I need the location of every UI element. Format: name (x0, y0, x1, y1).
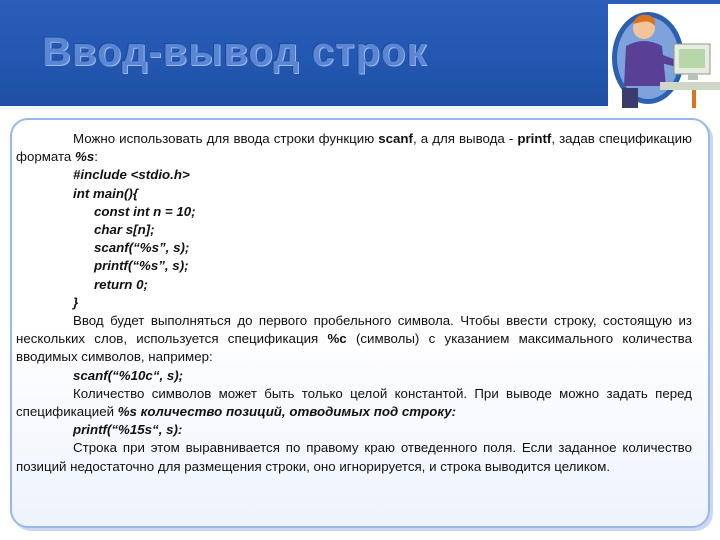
code-line: printf(“%s”, s); (94, 258, 189, 274)
code-line: const int n = 10; (94, 203, 196, 219)
code-line: } (73, 294, 79, 310)
paragraph-scanf-printf: Можно использовать для ввода строки функцию scanf, а для вывода - printf, задав спецификацию формата %s: (16, 131, 693, 165)
code-line: int main(){ (73, 185, 139, 201)
code-line: char s[n]; (94, 222, 155, 238)
paragraph-alignment: Строка при этом выравнивается по правому краю отведенного поля. Если заданное количество позиций недостаточно для размещения строки, оно игнорируется, и строка выводится целиком. (16, 440, 692, 474)
person-at-computer-icon (608, 4, 720, 110)
slide-body (16, 130, 692, 476)
slide-title: Ввод-вывод строк (42, 30, 428, 74)
code-line: printf(“%15s“, s): (73, 422, 183, 438)
code-line: #include <stdio.h> (73, 167, 190, 183)
code-line: return 0; (94, 276, 148, 292)
code-line: scanf(“%s”, s); (94, 240, 190, 256)
paragraph-width-spec: Количество символов может быть только целой константой. При выводе можно задать перед спецификацией %s количество позиций, отводимых под строку: (16, 385, 692, 420)
code-line: scanf(“%10c“, s); (73, 367, 184, 383)
paragraph-input-behavior: Ввод будет выполняться до первого пробельного символа. Чтобы ввести строку, состоящую из нескольких слов, используется спецификация %c (символы) с указанием максимального количества вводимых символов, например: (16, 313, 692, 365)
content-panel (10, 118, 710, 528)
